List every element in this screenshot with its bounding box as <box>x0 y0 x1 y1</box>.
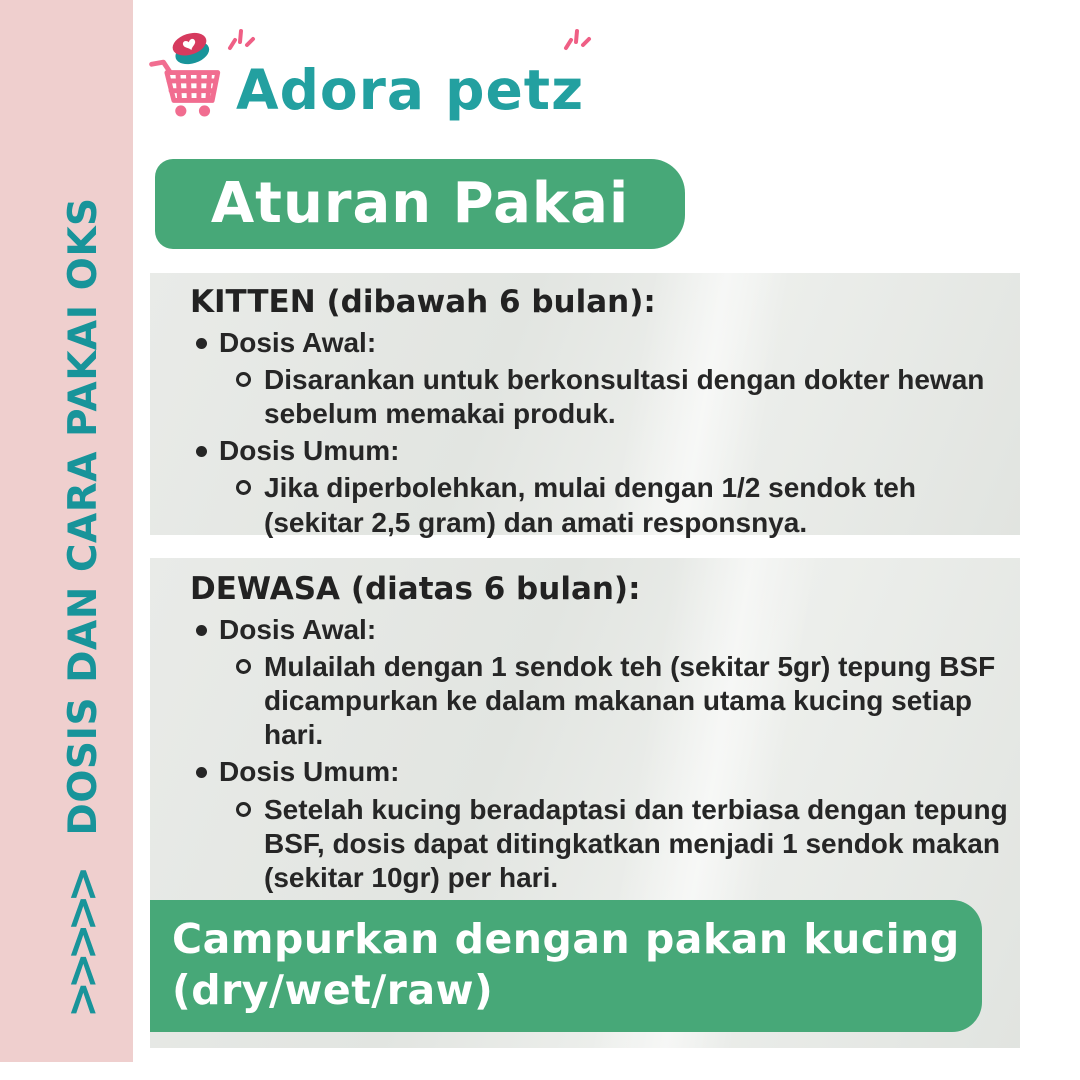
section-heading: KITTEN (dibawah 6 bulan): <box>190 284 656 320</box>
sidebar-rotated-caption <box>58 188 108 1018</box>
sidebar-vertical-label: DOSIS DAN CARA PAKAI OKS <box>60 197 106 836</box>
open-bullet-icon <box>236 372 251 387</box>
solid-bullet-icon <box>196 446 207 457</box>
section-heading: DEWASA (diatas 6 bulan): <box>190 571 641 607</box>
sidebar <box>0 0 133 1062</box>
list-subitem <box>150 471 1020 539</box>
sparkle-icon <box>226 26 256 52</box>
brand-name: Adora petz <box>236 58 585 122</box>
dose-label: Dosis Umum: <box>219 756 400 788</box>
open-bullet-icon <box>236 480 251 495</box>
dose-detail: Jika diperbolehkan, mulai dengan 1/2 sendok teh (sekitar 2,5 gram) dan amati responsnya. <box>264 472 916 538</box>
title-banner <box>155 159 685 249</box>
section-kitten <box>150 273 1020 538</box>
list-item <box>150 326 1020 360</box>
cart-item-icon <box>170 29 212 68</box>
dose-detail: Disarankan untuk berkonsultasi dengan dokter hewan sebelum memakai produk. <box>264 363 985 430</box>
footer-banner <box>150 900 982 1032</box>
solid-bullet-icon <box>196 767 207 778</box>
sparkle-icon <box>562 26 592 52</box>
solid-bullet-icon <box>196 625 207 636</box>
list-subitem <box>150 793 1020 895</box>
list-item <box>150 613 1020 647</box>
list-subitem <box>150 363 1020 431</box>
brand-logo <box>146 22 584 126</box>
dose-detail: Mulailah dengan 1 sendok teh (sekitar 5gr) tepung BSF dicampurkan ke dalam makanan utama kucing setiap hari. <box>264 650 996 751</box>
dose-label: Dosis Umum: <box>219 435 400 467</box>
open-bullet-icon <box>236 802 251 817</box>
dose-detail: Setelah kucing beradaptasi dan terbiasa dengan tepung BSF, dosis dapat ditingkatkan menjadi 1 sendok makan (sekitar 10gr) per hari. <box>264 793 1008 893</box>
dose-label: Dosis Awal: <box>219 326 377 358</box>
chevrons-up-icon: >>>>> <box>57 873 108 1018</box>
list-item <box>150 755 1020 789</box>
solid-bullet-icon <box>196 338 207 349</box>
footer-banner-line: Campurkan dengan pakan kucing <box>172 915 960 963</box>
footer-banner-line: (dry/wet/raw) <box>172 965 494 1014</box>
shopping-cart-icon <box>146 22 224 126</box>
dose-label: Dosis Awal: <box>219 613 377 645</box>
list-item <box>150 434 1020 468</box>
section-dewasa <box>150 558 1020 1048</box>
list-subitem <box>150 650 1020 752</box>
page-title: Aturan Pakai <box>210 171 630 236</box>
open-bullet-icon <box>236 659 251 674</box>
